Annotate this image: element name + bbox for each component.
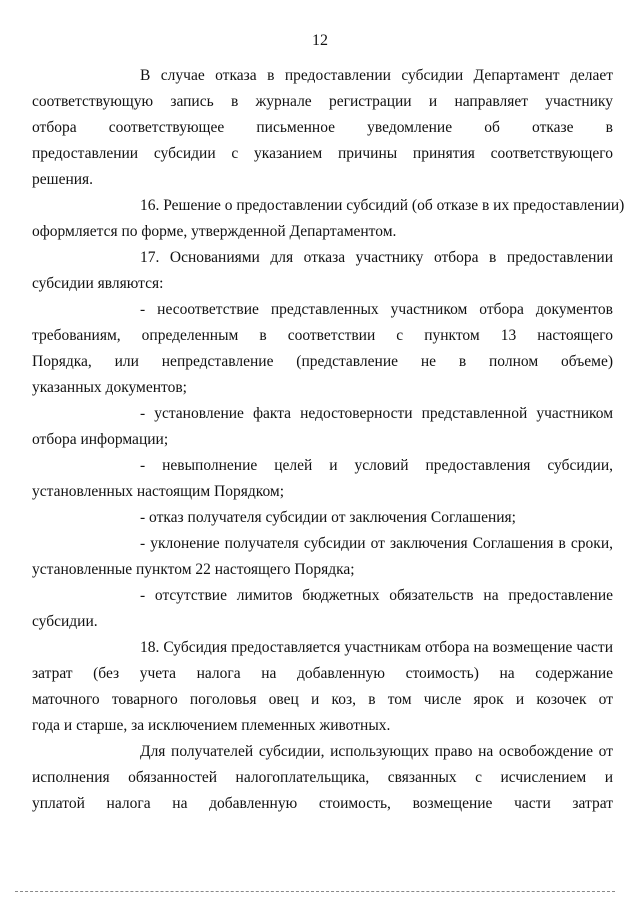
text-line: 16. Решение о предоставлении субсидий (об отказе в их предоставлении) [140,197,625,214]
text-line: субсидии являются: [32,275,164,292]
text-line: В случае отказа в предоставлении субсидии Департамент делает [140,67,613,84]
text-line: Порядка, или непредставление (представление не в полном объеме) [32,353,613,370]
list-item-goals-not-met [32,453,613,505]
paragraph-17 [32,245,613,297]
paragraph-vat-exemption [32,739,613,817]
text-line: предоставлении субсидии с указанием причины принятия соответствующего [32,145,613,162]
text-line: - уклонение получателя субсидии от заключения Соглашения в сроки, [140,535,613,552]
text-line: соответствующую запись в журнале регистрации и направляет участнику [32,93,613,110]
text-line: Для получателей субсидии, использующих право на освобождение от [140,743,613,760]
text-line: отбора соответствующее письменное уведомление об отказе в [32,119,613,136]
text-line: отбора информации; [32,431,169,448]
page-bottom-rule [15,891,615,892]
document-body [32,63,625,817]
text-line: оформляется по форме, утвержденной Департаментом. [32,223,397,240]
text-line: - установление факта недостоверности представленной участником [140,405,613,422]
text-line: маточного товарного поголовья овец и коз, в том числе ярок и козочек от [32,691,613,708]
text-line: - невыполнение целей и условий предоставления субсидии, [140,457,613,474]
text-line: указанных документов; [32,379,187,396]
page-number: 12 [312,32,328,49]
text-line: установленные пунктом 22 настоящего Порядка; [32,561,355,578]
list-item-nonconformity [32,297,613,401]
list-item-unreliable-info [32,401,613,453]
text-line: субсидии. [32,613,98,630]
text-line: решения. [32,171,94,188]
text-line: уплатой налога на добавленную стоимость, возмещение части затрат [32,795,613,812]
text-line: - отсутствие лимитов бюджетных обязательств на предоставление [140,587,613,604]
text-line: исполнения обязанностей налогоплательщика, связанных с исчислением и [32,769,613,786]
list-item-agreement-refusal [107,505,613,531]
paragraph-18 [32,635,613,739]
text-line: года и старше, за исключением племенных животных. [32,717,391,734]
text-line: - несоответствие представленных участником отбора документов [140,301,613,318]
paragraph-16 [32,193,625,245]
text-line: установленных настоящим Порядком; [32,483,285,500]
text-line: - отказ получателя субсидии от заключения Соглашения; [140,509,516,526]
text-line: 17. Основаниями для отказа участнику отбора в предоставлении [140,249,613,266]
text-line: 18. Субсидия предоставляется участникам отбора на возмещение части [140,639,613,656]
text-line: затрат (без учета налога на добавленную стоимость) на содержание [32,665,613,682]
paragraph-refusal-record [32,63,613,193]
list-item-agreement-evasion [32,531,613,583]
text-line: требованиям, определенным в соответствии с пунктом 13 настоящего [32,327,613,344]
list-item-no-budget-limits [32,583,613,635]
